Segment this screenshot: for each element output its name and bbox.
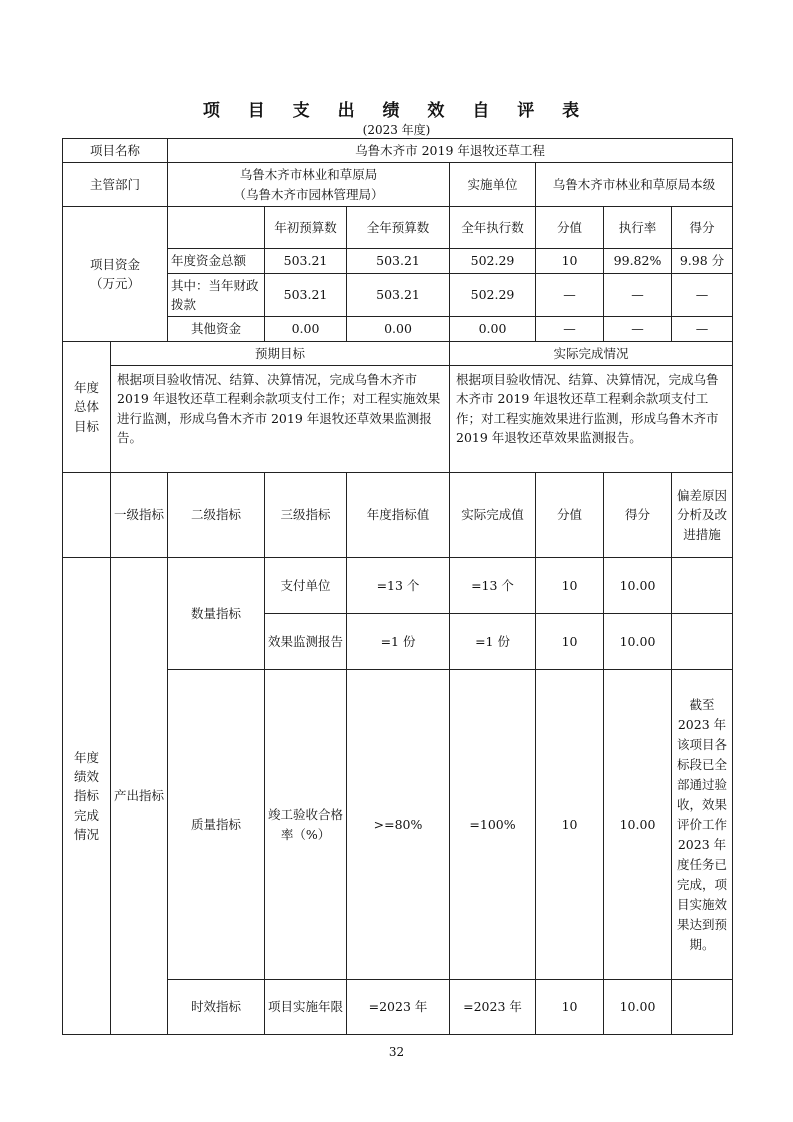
funds-header-blank	[168, 207, 265, 249]
page-title: 项 目 支 出 绩 效 自 评 表	[202, 101, 591, 121]
funds-header: 分值	[536, 207, 604, 249]
expected-goal-text: 根据项目验收情况、结算、决算情况，完成乌鲁木齐市 2019 年退牧还草工程剩余款项支付工作；对工程实施效果进行监测，形成乌鲁木齐市 2019 年退牧还草效果监测报告。	[111, 366, 450, 473]
level2-indicator: 数量指标	[168, 558, 265, 670]
dept-value-line1: 乌鲁木齐市林业和草原局	[239, 167, 378, 183]
funds-cell: 502.29	[450, 273, 536, 317]
actual-value: =13 个	[450, 558, 536, 614]
dept-value-line2: （乌鲁木齐市园林管理局）	[233, 186, 384, 202]
goals-header-row	[63, 341, 733, 365]
indicator-header: 三级指标	[265, 473, 347, 558]
level3-indicator: 竣工验收合格率（%）	[265, 670, 347, 980]
funds-cell: 0.00	[347, 317, 450, 341]
dept-value	[168, 163, 450, 207]
funds-cell: 502.29	[450, 249, 536, 273]
funds-cell: 9.98 分	[672, 249, 733, 273]
impl-unit-value: 乌鲁木齐市林业和草原局本级	[536, 163, 733, 207]
score-weight: 10	[536, 980, 604, 1035]
deviation-note	[672, 980, 733, 1035]
score-got: 10.00	[604, 558, 672, 614]
funds-header: 得分	[672, 207, 733, 249]
funds-cell: —	[672, 317, 733, 341]
funds-row-label: 其他资金	[168, 317, 265, 341]
funds-cell: 503.21	[265, 273, 347, 317]
target-value: =1 份	[347, 614, 450, 670]
indicator-header: 实际完成值	[450, 473, 536, 558]
indicator-header: 偏差原因分析及改进措施	[672, 473, 733, 558]
indicator-header: 年度指标值	[347, 473, 450, 558]
target-value: =13 个	[347, 558, 450, 614]
funds-header: 年初预算数	[265, 207, 347, 249]
indicator-header: 得分	[604, 473, 672, 558]
score-got: 10.00	[604, 670, 672, 980]
deviation-note: 截至 2023 年该项目各标段已全部通过验收，效果评价工作 2023 年度任务已完成，项目实施效果达到预期。	[672, 670, 733, 980]
level1-indicator: 产出指标	[111, 558, 168, 1035]
score-weight: 10	[536, 558, 604, 614]
funds-header: 全年预算数	[347, 207, 450, 249]
funds-cell: —	[536, 273, 604, 317]
project-name-value: 乌鲁木齐市 2019 年退牧还草工程	[168, 139, 733, 163]
funds-cell: 10	[536, 249, 604, 273]
actual-value: =100%	[450, 670, 536, 980]
funds-row-label: 其中：当年财政拨款	[168, 273, 265, 317]
level2-indicator: 质量指标	[168, 670, 265, 980]
indicator-header: 分值	[536, 473, 604, 558]
funds-cell: —	[604, 317, 672, 341]
funds-cell: 503.21	[347, 249, 450, 273]
level3-indicator: 项目实施年限	[265, 980, 347, 1035]
actual-value: =1 份	[450, 614, 536, 670]
funds-cell: 0.00	[265, 317, 347, 341]
level3-indicator: 效果监测报告	[265, 614, 347, 670]
indicator-header-row	[63, 473, 733, 558]
funds-cell: —	[536, 317, 604, 341]
target-value: =2023 年	[347, 980, 450, 1035]
expected-goal-header: 预期目标	[111, 341, 450, 365]
funds-label: 项目资金 （万元）	[63, 207, 168, 342]
project-name-label: 项目名称	[63, 139, 168, 163]
indicator-row	[63, 558, 733, 614]
funds-cell: 503.21	[265, 249, 347, 273]
funds-row-label: 年度资金总额	[168, 249, 265, 273]
deviation-note	[672, 558, 733, 614]
target-value: >=80%	[347, 670, 450, 980]
level2-indicator: 时效指标	[168, 980, 265, 1035]
actual-result-header: 实际完成情况	[450, 341, 733, 365]
evaluation-table	[62, 138, 733, 1035]
funds-header: 执行率	[604, 207, 672, 249]
funds-header-row	[63, 207, 733, 249]
deviation-note	[672, 614, 733, 670]
funds-cell: 0.00	[450, 317, 536, 341]
goals-text-row	[63, 366, 733, 473]
actual-result-text: 根据项目验收情况、结算、决算情况，完成乌鲁木齐市 2019 年退牧还草工程剩余款项支付工作；对工程实施效果进行监测，形成乌鲁木齐市 2019 年退牧还草效果监测报告。	[450, 366, 733, 473]
funds-cell: —	[672, 273, 733, 317]
funds-cell: —	[604, 273, 672, 317]
page-number: 32	[388, 1045, 405, 1059]
score-got: 10.00	[604, 614, 672, 670]
indicator-header: 二级指标	[168, 473, 265, 558]
funds-cell: 99.82%	[604, 249, 672, 273]
performance-section-label: 年度 绩效 指标 完成 情况	[63, 558, 111, 1035]
funds-header: 全年执行数	[450, 207, 536, 249]
indicator-header-blank	[63, 473, 111, 558]
goals-label: 年度 总体 目标	[63, 341, 111, 472]
score-weight: 10	[536, 670, 604, 980]
score-got: 10.00	[604, 980, 672, 1035]
dept-label: 主管部门	[63, 163, 168, 207]
level3-indicator: 支付单位	[265, 558, 347, 614]
dept-row	[63, 163, 733, 207]
score-weight: 10	[536, 614, 604, 670]
actual-value: =2023 年	[450, 980, 536, 1035]
project-name-row	[63, 139, 733, 163]
indicator-header: 一级指标	[111, 473, 168, 558]
impl-unit-label: 实施单位	[450, 163, 536, 207]
funds-cell: 503.21	[347, 273, 450, 317]
year-note: (2023 年度)	[362, 123, 431, 137]
